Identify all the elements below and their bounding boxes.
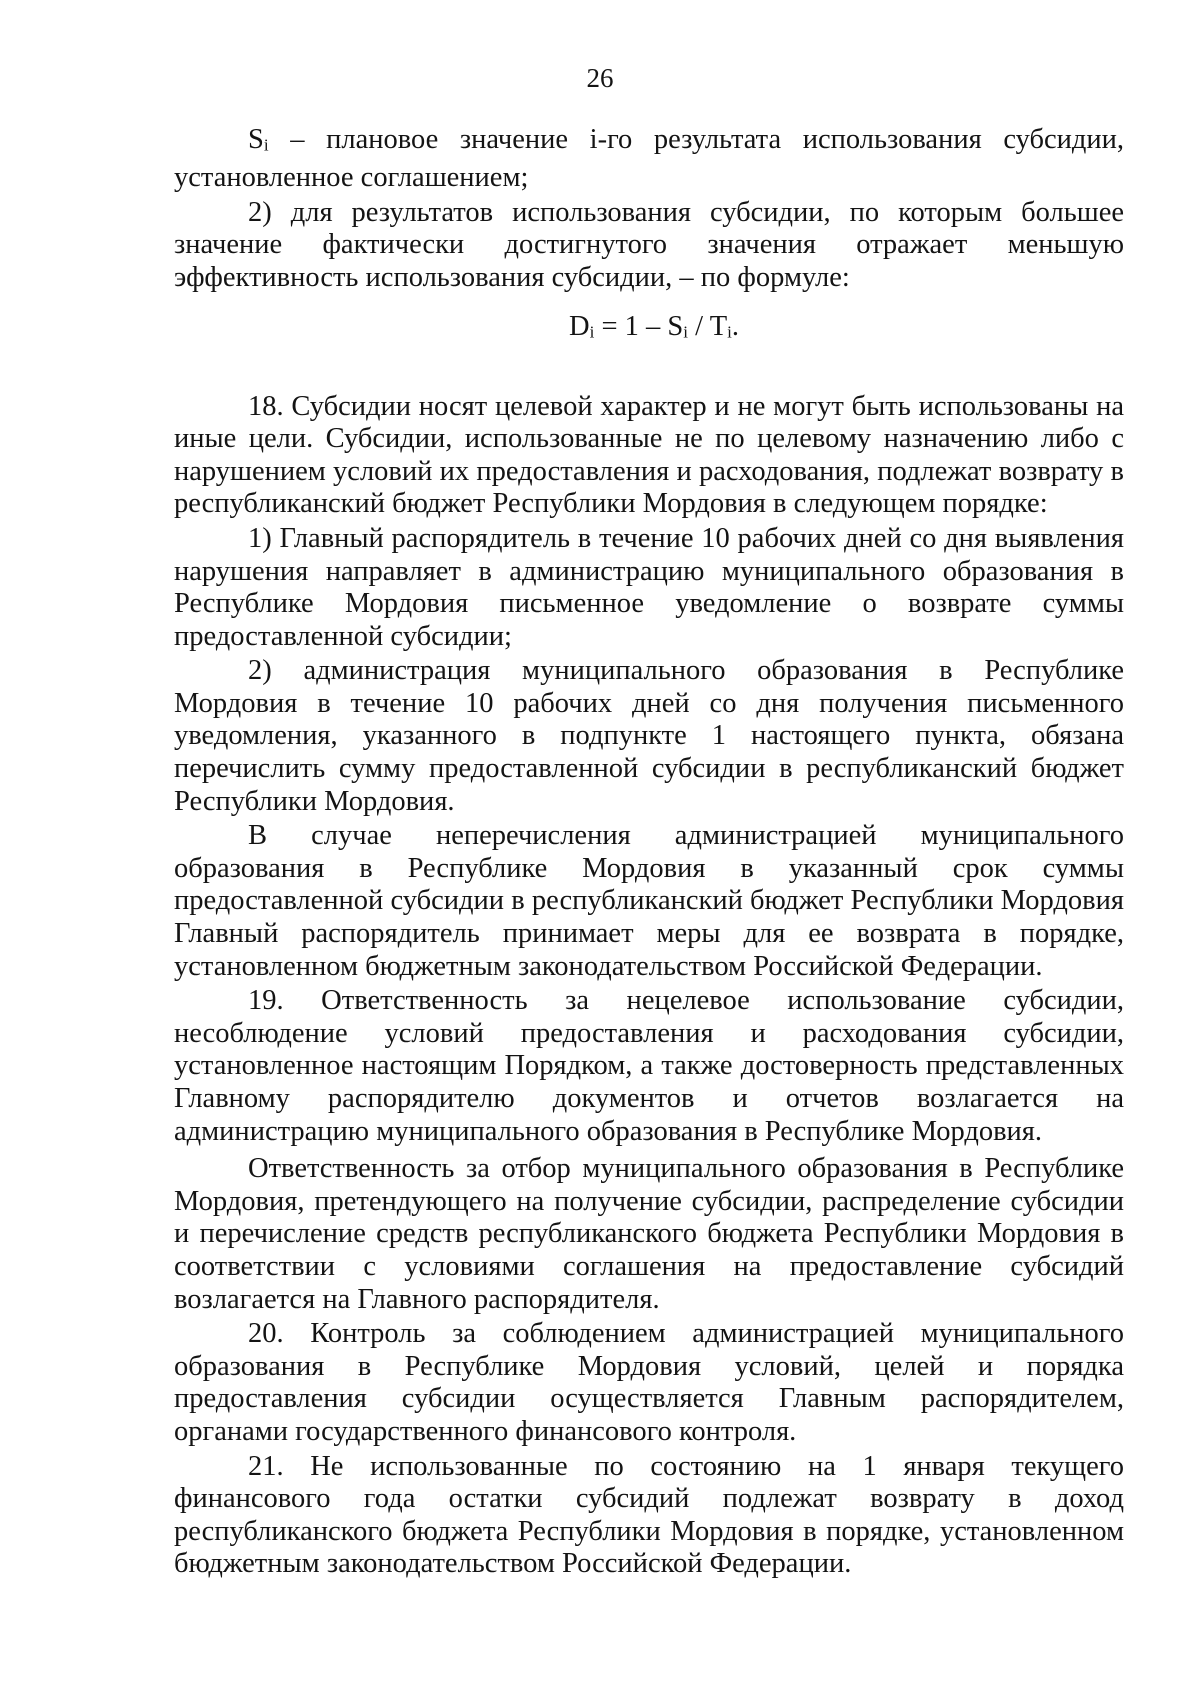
paragraph-18-item-1: 1) Главный распорядитель в течение 10 рабочих дней со дня выявления нарушения направляет в администрацию муниципального образования в Республике Мордовия письменное уведомление о возврате суммы предоставленной субсидии; — [174, 522, 1124, 652]
paragraph-20: 20. Контроль за соблюдением администрацией муниципального образования в Республике Мордовия условий, целей и порядка предоставления субсидии осуществляется Главным распорядителем, органами государственного финансового контроля. — [174, 1318, 1124, 1447]
document-body — [174, 124, 1124, 1581]
item-2-paragraph: 2) для результатов использования субсидии, по которым большее значение фактически достигнутого значения отражает меньшую эффективность использования субсидии, – по формуле: — [174, 196, 1124, 293]
paragraph-21: 21. Не использованные по состоянию на 1 января текущего финансового года остатки субсидий подлежат возврату в доход республиканского бюджета Республики Мордовия в порядке, установленном бюджетным законодательством Российской Федерации. — [174, 1450, 1124, 1580]
paragraph-18-item-2: 2) администрация муниципального образования в Республике Мордовия в течение 10 рабочих дней со дня получения письменного уведомления, указанного в подпункте 1 настоящего пункта, обязана перечислить сумму предоставленной субсидии в республиканский бюджет Республики Мордовия. — [174, 655, 1124, 817]
definition-text: – плановое значение i-го результата использования субсидии, установленное соглашением; — [174, 124, 1124, 194]
formula: $D_i = 1 - S_i / T_i$. — [569, 310, 739, 342]
paragraph-18-nonpayment: В случае неперечисления администрацией муниципального образования в Республике Мордовия в указанный срок суммы предоставленной субсидии в республиканский бюджет Республики Мордовия Главный распорядитель принимает меры для ее возврата в порядке, установленном бюджетным законодательством Российской Федерации. — [174, 820, 1124, 982]
definition-paragraph — [174, 124, 1124, 195]
page-number: 26 — [586, 63, 614, 93]
paragraph-19: 19. Ответственность за нецелевое использование субсидии, несоблюдение условий предоставления и расходования субсидии, установленное настоящим Порядком, а также достоверность представленных Главному распорядителю документов и отчетов возлагается на администрацию муниципального образования в Республике Мордовия. — [174, 985, 1124, 1147]
paragraph-18: 18. Субсидии носят целевой характер и не могут быть использованы на иные цели. Субсидии, использованные не по целевому назначению либо с нарушением условий их предоставления и расходования, подлежат возврату в республиканский бюджет Республики Мордовия в следующем порядке: — [174, 390, 1124, 520]
paragraph-19-selection-responsibility: Ответственность за отбор муниципального образования в Республике Мордовия, претендующего на получение субсидии, распределение субсидии и перечисление средств республиканского бюджета Республики Мордовия в соответствии с условиями соглашения на предоставление субсидий возлагается на Главного распорядителя. — [174, 1153, 1124, 1315]
symbol-s-i: $S_i$ — [248, 124, 269, 155]
